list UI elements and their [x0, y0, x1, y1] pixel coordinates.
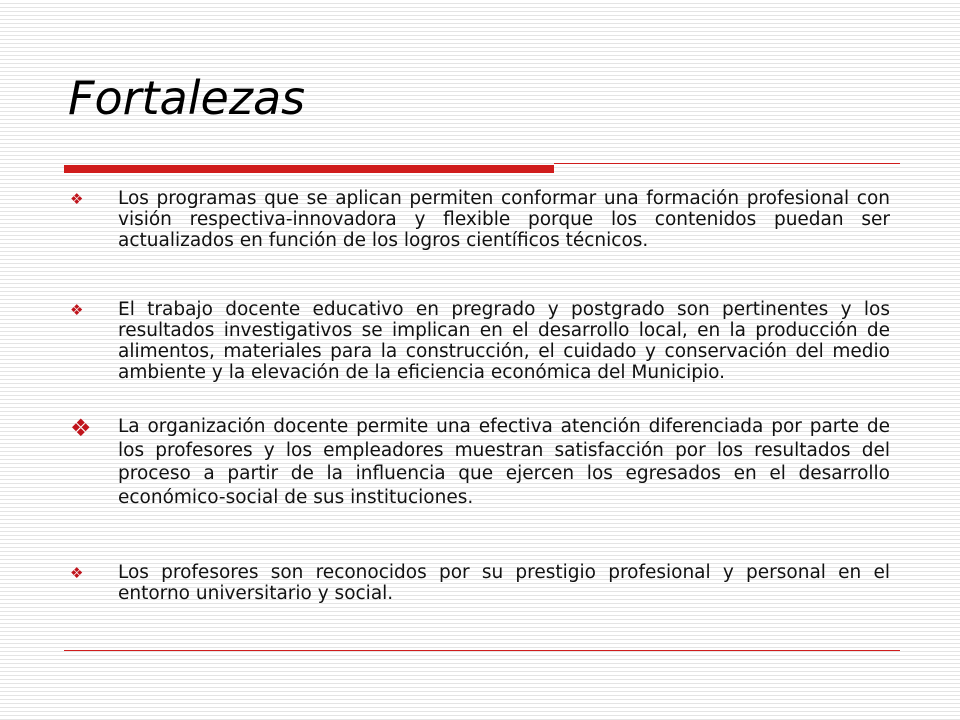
bullet-text: La organización docente permite una efectiva atención diferenciada por parte de los profesores y los empleadores muestran satisfacción por los resultados del proceso a partir de la influencia que ejercen los egresados en el desarrollo económico-social de sus instituciones.	[118, 416, 890, 508]
diamond-cluster-icon: ❖	[70, 301, 84, 319]
bullet-text: Los programas que se aplican permiten conformar una formación profesional con visión respectiva-innovadora y flexible porque los contenidos puedan ser actualizados en función de los logros científicos técnicos.	[118, 188, 890, 251]
bullet-item	[70, 299, 890, 383]
bullet-text: Los profesores son reconocidos por su prestigio profesional y personal en el entorno universitario y social.	[118, 562, 890, 604]
diamond-cluster-icon: ❖	[70, 564, 84, 582]
bullet-text: El trabajo docente educativo en pregrado y postgrado son pertinentes y los resultados investigativos se implican en el desarrollo local, en la producción de alimentos, materiales para la construcción, el cuidado y conservación del medio ambiente y la elevación de la eficiencia económica del Municipio.	[118, 299, 890, 383]
diamond-cluster-icon: ❖	[70, 190, 84, 208]
diamond-cluster-icon: ❖	[70, 414, 92, 442]
slide-title: Fortalezas	[68, 71, 306, 125]
title-underline-rule	[554, 163, 900, 164]
footer-rule	[64, 650, 900, 651]
bullet-item	[70, 415, 890, 509]
bullet-item	[70, 188, 890, 251]
title-underline-bar	[64, 165, 554, 173]
bullet-item	[70, 562, 890, 604]
